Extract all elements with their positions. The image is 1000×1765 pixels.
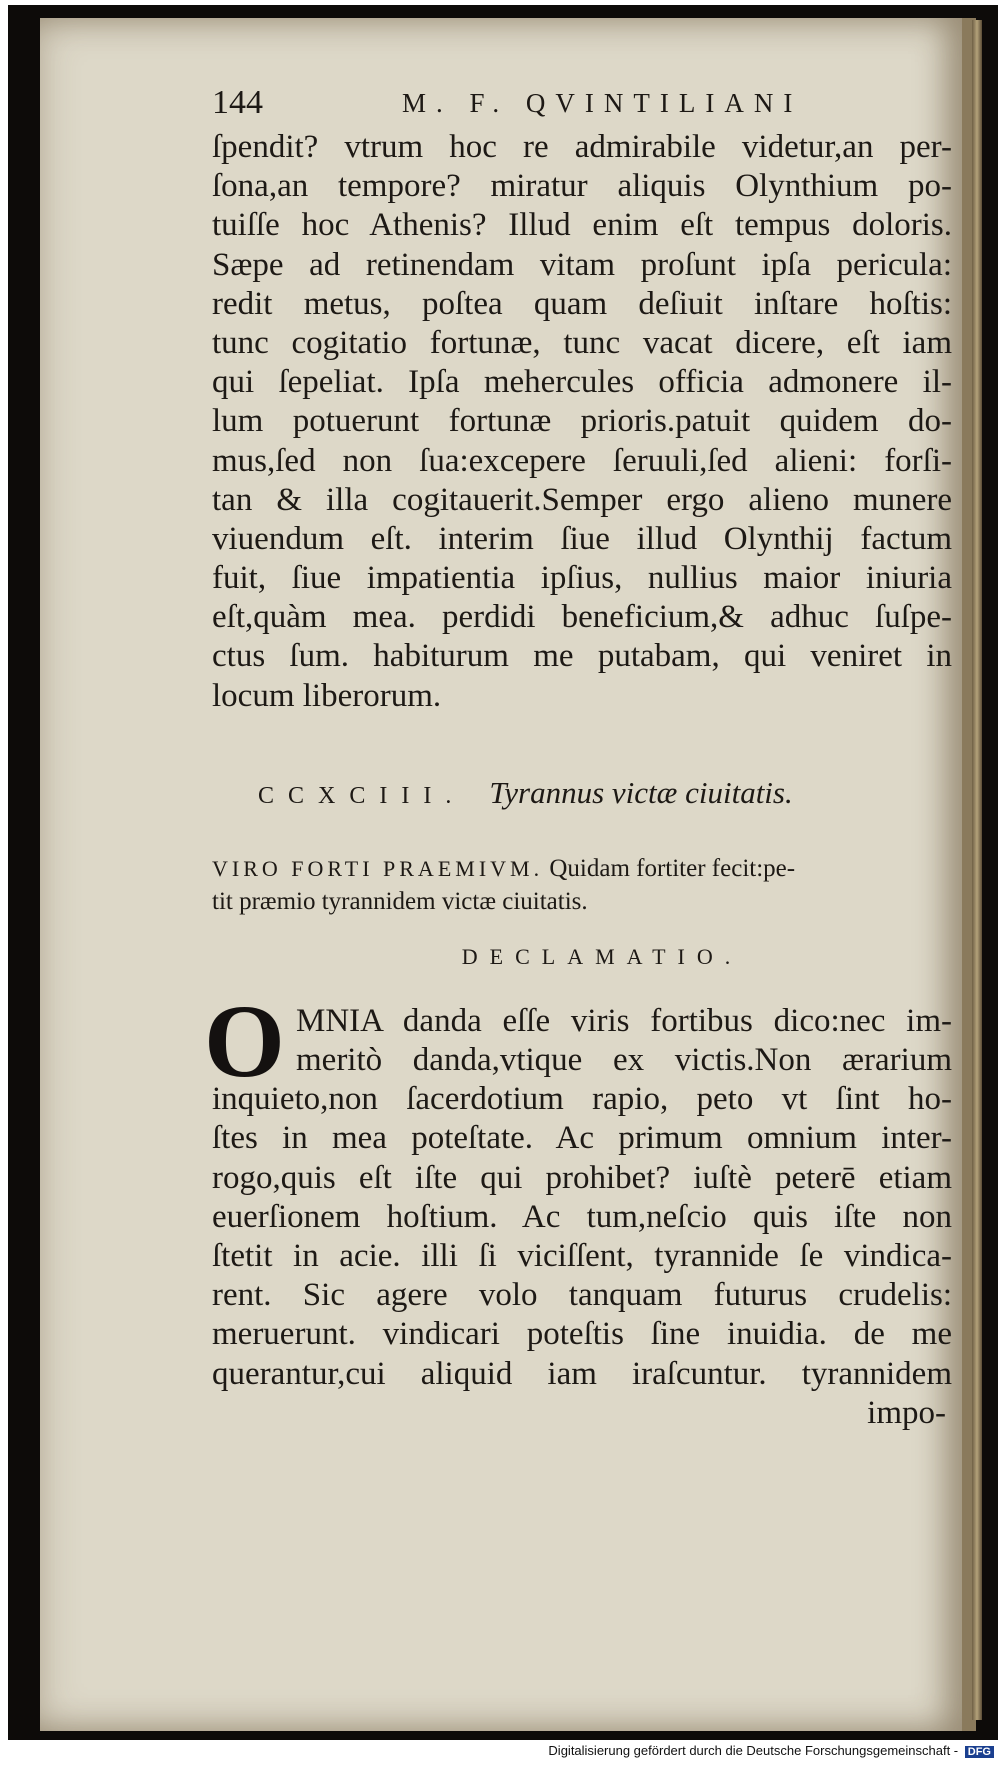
text-line: querantur,cui aliquid iam iraſcuntur. tyrannidem	[212, 1355, 952, 1392]
section-number: CCXCIII.	[258, 782, 466, 809]
section-title: Tyrannus victæ ciuitatis.	[489, 774, 793, 810]
text-line: tunc cogitatio fortunæ, tunc vacat dicere, eſt iam	[212, 324, 952, 361]
body-text	[212, 128, 952, 716]
drop-cap: O	[204, 983, 285, 1099]
text-block	[204, 78, 952, 1433]
page-number: 144	[212, 84, 263, 121]
text-line: MNIA danda eſſe viris fortibus dico:nec im-	[296, 1002, 952, 1039]
running-head: M. F. QVINTILIANI	[402, 88, 803, 118]
text-line: inquieto,non ſacerdotium rapio, peto vt ſint ho-	[212, 1081, 952, 1118]
text-line: lum potuerunt fortunæ prioris.patuit quidem do-	[212, 403, 952, 440]
text-line: euerſionem hoſtium. Ac tum,neſcio quis iſte non	[212, 1198, 952, 1235]
text-line: meruerunt. vindicari poteſtis ſine inuidia. de me	[212, 1316, 952, 1353]
text-line: qui ſepeliat. Ipſa mehercules officia admonere il-	[212, 364, 952, 401]
argument-text: Quidam fortiter fecit:pe-	[549, 854, 796, 882]
text-line: meritò danda,vtique ex victis.Non ærarium	[296, 1042, 952, 1078]
declamatio-heading: DECLAMATIO.	[461, 943, 743, 969]
credit-text: Digitalisierung gefördert durch die Deutsche Forschungsgemeinschaft -	[548, 1743, 959, 1758]
text-line: mus,ſed non ſua:excepere ſeruuli,ſed alieni: forſi-	[212, 442, 952, 479]
text-line: rent. Sic agere volo tanquam futurus crudelis:	[212, 1277, 952, 1314]
text-line: tan & illa cogitauerit.Semper ergo alieno munere	[212, 481, 952, 518]
text-line: locum liberorum.	[212, 677, 442, 714]
text-line: rogo,quis eſt iſte qui prohibet? iuſtè peterē etiam	[212, 1159, 952, 1196]
argument-line	[212, 852, 952, 885]
text-line: tuiſſe hoc Athenis? Illud enim eſt tempus doloris.	[212, 207, 952, 244]
text-line: Sæpe ad retinendam vitam proſunt ipſa pericula:	[212, 246, 952, 283]
text-line: ſona,an tempore? miratur aliquis Olynthium po-	[212, 168, 952, 205]
text-line: ctus ſum. habiturum me putabam, qui veniret in	[212, 638, 952, 675]
argument	[212, 852, 952, 918]
dfg-logo: DFG	[965, 1746, 994, 1758]
digitization-credit	[548, 1743, 994, 1758]
argument-lead: VIRO FORTI PRAEMIVM.	[212, 855, 544, 881]
text-line: ſtetit in acie. illi ſi viciſſent, tyrannide ſe vindica-	[212, 1237, 952, 1274]
section-heading	[212, 768, 952, 818]
text-line: viuendum eſt. interim ſiue illud Olynthij factum	[212, 520, 952, 557]
text-line: eſt,quàm mea. perdidi beneficium,& adhuc ſuſpe-	[212, 599, 952, 636]
text-line: fuit, ſiue impatientia ipſius, nullius maior iniuria	[212, 560, 952, 597]
oration	[204, 983, 952, 1433]
argument-line: tit præmio tyrannidem victæ ciuitatis.	[212, 887, 588, 915]
page-edge	[972, 20, 982, 1720]
catchword: impo-	[867, 1394, 946, 1431]
text-line: ſtes in mea poteſtate. Ac primum omnium inter-	[212, 1120, 952, 1157]
text-line: ſpendit? vtrum hoc re admirabile videtur,an per-	[212, 129, 952, 165]
page-header	[212, 78, 952, 128]
text-line: redit metus, poſtea quam deſiuit inſtare hoſtis:	[212, 285, 952, 322]
